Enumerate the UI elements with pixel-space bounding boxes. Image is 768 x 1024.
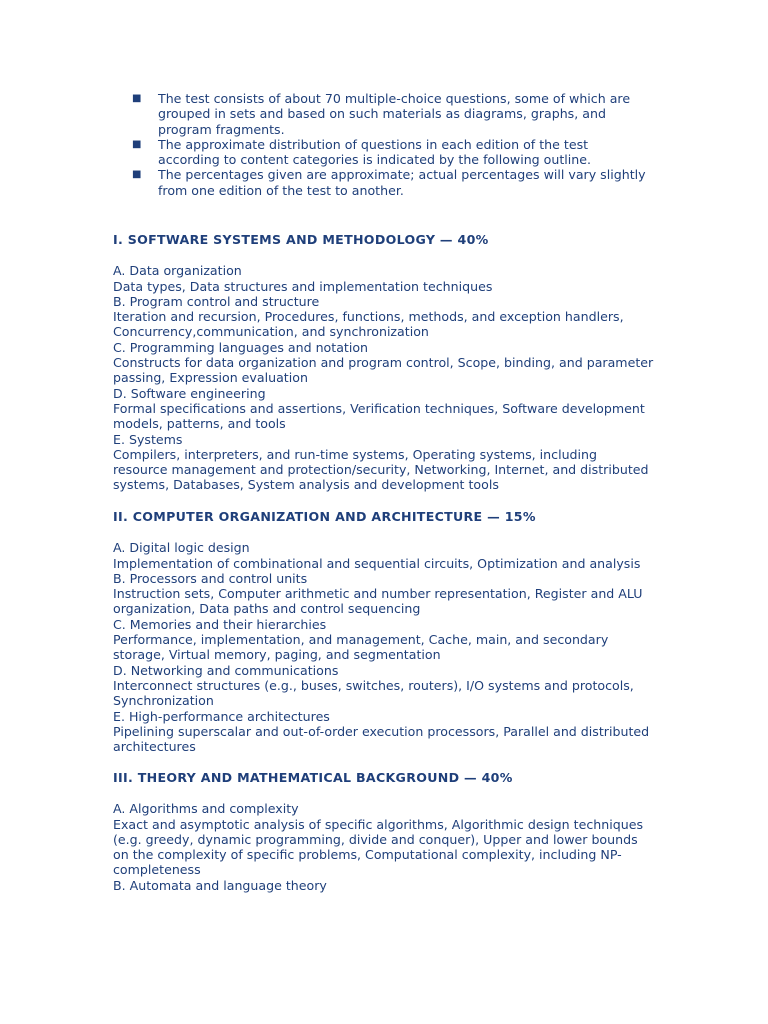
bullet-icon: ■ [132, 169, 142, 181]
outline-line: A. Data organization [113, 263, 242, 279]
outline-line: Constructs for data organization and program control, Scope, binding, and parameter [113, 355, 654, 371]
intro-bullet-list [132, 91, 652, 198]
outline-line: C. Programming languages and notation [113, 339, 369, 355]
outline-line: Instruction sets, Computer arithmetic and number representation, Register and ALU [113, 586, 643, 602]
outline-line: D. Software engineering [113, 385, 266, 401]
section-software-systems [113, 232, 658, 493]
outline-line: Data types, Data structures and implementation techniques [113, 278, 493, 294]
outline-line: B. Automata and language theory [113, 877, 327, 893]
bullet-text: The percentages given are approximate; actual percentages will vary slightly from one edition of the test to another. [158, 167, 646, 198]
outline-line: C. Memories and their hierarchies [113, 616, 327, 632]
outline-line: Compilers, interpreters, and run-time systems, Operating systems, including [113, 446, 598, 462]
outline-line: D. Networking and communications [113, 662, 339, 678]
section-content [113, 540, 658, 754]
outline-line: architectures [113, 739, 196, 755]
outline-line: Formal specifications and assertions, Verification techniques, Software development [113, 400, 645, 416]
outline-line: Pipelining superscalar and out-of-order execution processors, Parallel and distributed [113, 723, 650, 739]
bullet-icon: ■ [132, 93, 142, 104]
section-heading: II. COMPUTER ORGANIZATION AND ARCHITECTURE — 15% [113, 509, 536, 524]
section-theory [113, 770, 658, 893]
outline-line: (e.g. greedy, dynamic programming, divide and conquer), Upper and lower bounds [113, 831, 638, 847]
section-content [113, 801, 658, 893]
bullet-item [132, 167, 652, 198]
section-computer-organization [113, 509, 658, 754]
outline-line: models, patterns, and tools [113, 416, 286, 432]
outline-line: organization, Data paths and control sequencing [113, 601, 421, 617]
outline-line: Implementation of combinational and sequential circuits, Optimization and analysis [113, 555, 641, 571]
bullet-icon: ■ [132, 138, 142, 150]
outline-line: Synchronization [113, 693, 214, 709]
outline-line: storage, Virtual memory, paging, and segmentation [113, 647, 441, 663]
bullet-text: The approximate distribution of questions in each edition of the test according to content categories is indicated by the following outline. [158, 136, 592, 168]
outline-line: A. Digital logic design [113, 540, 250, 556]
outline-line: Iteration and recursion, Procedures, functions, methods, and exception handlers, [113, 309, 624, 325]
outline-line: passing, Expression evaluation [113, 370, 308, 386]
section-content [113, 263, 658, 492]
outline-line: resource management and protection/security, Networking, Internet, and distributed [113, 462, 649, 478]
outline-line: B. Processors and control units [113, 570, 308, 586]
bullet-item [132, 91, 652, 137]
section-heading: I. SOFTWARE SYSTEMS AND METHODOLOGY — 40% [113, 232, 489, 247]
outline-line: on the complexity of specific problems, Computational complexity, including NP- [113, 847, 622, 863]
outline-line: Concurrency,communication, and synchronization [113, 324, 429, 340]
outline-line: systems, Databases, System analysis and development tools [113, 477, 499, 493]
outline-line: Interconnect structures (e.g., buses, switches, routers), I/O systems and protocols, [113, 677, 634, 693]
outline-line: B. Program control and structure [113, 293, 320, 309]
outline-line: Exact and asymptotic analysis of specific algorithms, Algorithmic design techniques [113, 816, 644, 832]
outline-line: completeness [113, 862, 201, 878]
bullet-item [132, 137, 652, 168]
outline-line: A. Algorithms and complexity [113, 801, 299, 817]
section-heading: III. THEORY AND MATHEMATICAL BACKGROUND — 40% [113, 770, 513, 785]
outline-line: Performance, implementation, and management, Cache, main, and secondary [113, 632, 609, 648]
outline-line: E. High-performance architectures [113, 708, 330, 724]
outline-line: E. Systems [113, 431, 183, 447]
bullet-text: The test consists of about 70 multiple-choice questions, some of which are grouped in sets and based on such materials as diagrams, graphs, and program fragments. [158, 91, 631, 137]
